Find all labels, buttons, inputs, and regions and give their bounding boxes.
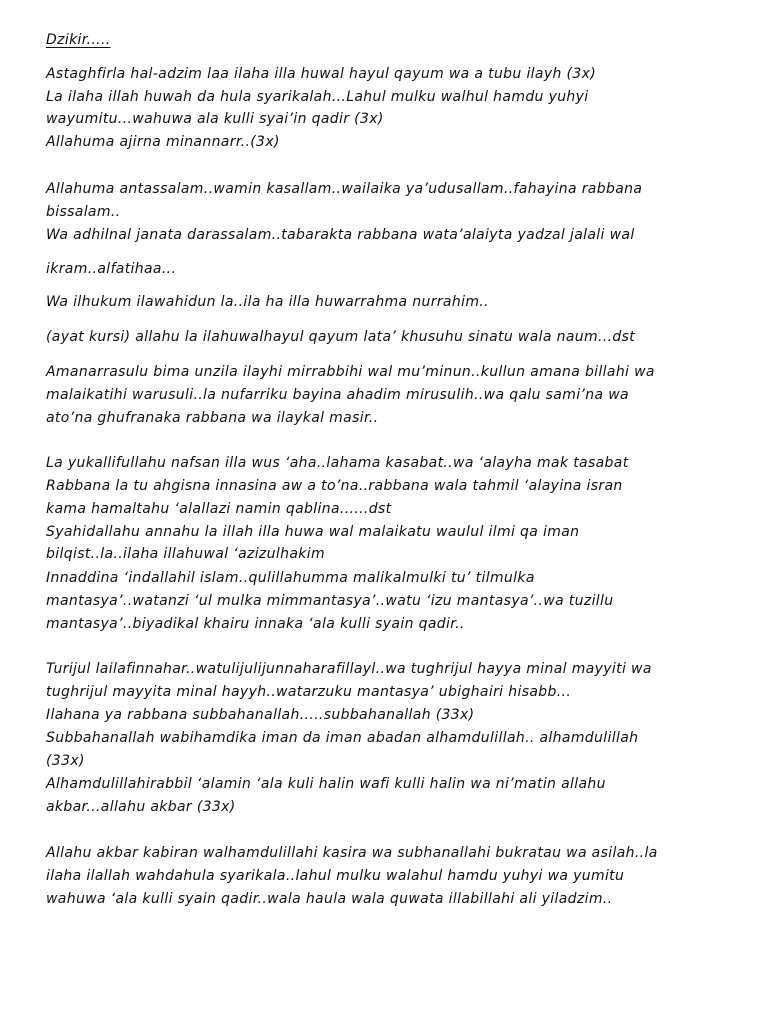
text-line: Wa ilhukum ilawahidun la..ila ha illa huwarrahma nurrahim..	[46, 294, 489, 310]
text-line: mantasya’..biyadikal khairu innaka ‘ala kulli syain qadir..	[46, 616, 465, 632]
text-line: akbar...allahu akbar (33x)	[46, 799, 236, 815]
text-line: ilaha ilallah wahdahula syarikala..lahul mulku walahul hamdu yuhyi wa yumitu	[46, 868, 625, 884]
text-line: malaikatihi warusuli..la nufarriku bayina ahadim mirusulih..wa qalu sami’na wa	[46, 387, 629, 403]
text-line: wahuwa ‘ala kulli syain qadir..wala haula wala quwata illabillahi ali yiladzim..	[46, 891, 613, 907]
text-line: Allahuma antassalam..wamin kasallam..wailaika ya’udusallam..fahayina rabbana	[46, 181, 643, 197]
text-line: Subbahanallah wabihamdika iman da iman abadan alhamdulillah.. alhamdulillah	[46, 730, 639, 746]
text-line: tughrijul mayyita minal hayyh..watarzuku mantasya’ ubighairi hisabb...	[46, 684, 572, 700]
text-line: (33x)	[46, 753, 85, 769]
text-line: bissalam..	[46, 204, 121, 220]
text-line: Ilahana ya rabbana subbahanallah.....subbahanallah (33x)	[46, 707, 475, 723]
text-line: Allahu akbar kabiran walhamdulillahi kasira wa subhanallahi bukratau wa asilah..la	[46, 845, 658, 861]
text-line: Amanarrasulu bima unzila ilayhi mirrabbihi wal mu’minun..kullun amana billahi wa	[46, 364, 655, 380]
text-line: bilqist..la..ilaha illahuwal ‘azizulhakim	[46, 546, 325, 562]
text-line: La yukallifullahu nafsan illa wus ‘aha..lahama kasabat..wa ‘alayha mak tasabat	[46, 455, 629, 471]
text-line: Wa adhilnal janata darassalam..tabarakta rabbana wata’alaiyta yadzal jalali wal	[46, 227, 635, 243]
text-line: ikram..alfatihaa...	[46, 261, 177, 277]
text-line: mantasya’..watanzi ‘ul mulka mimmantasya’..watu ‘izu mantasya’..wa tuzillu	[46, 593, 614, 609]
text-line: Turijul lailafinnahar..watulijulijunnaharafillayl..wa tughrijul hayya minal mayyiti wa	[46, 661, 652, 677]
document-heading: Dzikir.....	[46, 32, 111, 48]
text-line: (ayat kursi) allahu la ilahuwalhayul qayum lata’ khusuhu sinatu wala naum...dst	[46, 329, 636, 345]
text-line: La ilaha illah huwah da hula syarikalah...Lahul mulku walhul hamdu yuhyi	[46, 89, 589, 105]
text-line: Astaghfirla hal-adzim laa ilaha illa huwal hayul qayum wa a tubu ilayh (3x)	[46, 66, 597, 82]
text-line: Innaddina ‘indallahil islam..qulillahumma malikalmulki tu’ tilmulka	[46, 570, 535, 586]
text-line: wayumitu...wahuwa ala kulli syai’in qadir (3x)	[46, 111, 384, 127]
text-line: Syahidallahu annahu la illah illa huwa wal malaikatu waulul ilmi qa iman	[46, 524, 580, 540]
text-line: ato’na ghufranaka rabbana wa ilaykal masir..	[46, 410, 379, 426]
text-line: kama hamaltahu ‘alallazi namin qablina......dst	[46, 501, 392, 517]
text-line: Alhamdulillahirabbil ‘alamin ‘ala kuli halin wafi kulli halin wa ni’matin allahu	[46, 776, 606, 792]
text-line: Allahuma ajirna minannarr..(3x)	[46, 134, 280, 150]
text-line: Rabbana la tu ahgisna innasina aw a to’na..rabbana wala tahmil ‘alayina isran	[46, 478, 623, 494]
